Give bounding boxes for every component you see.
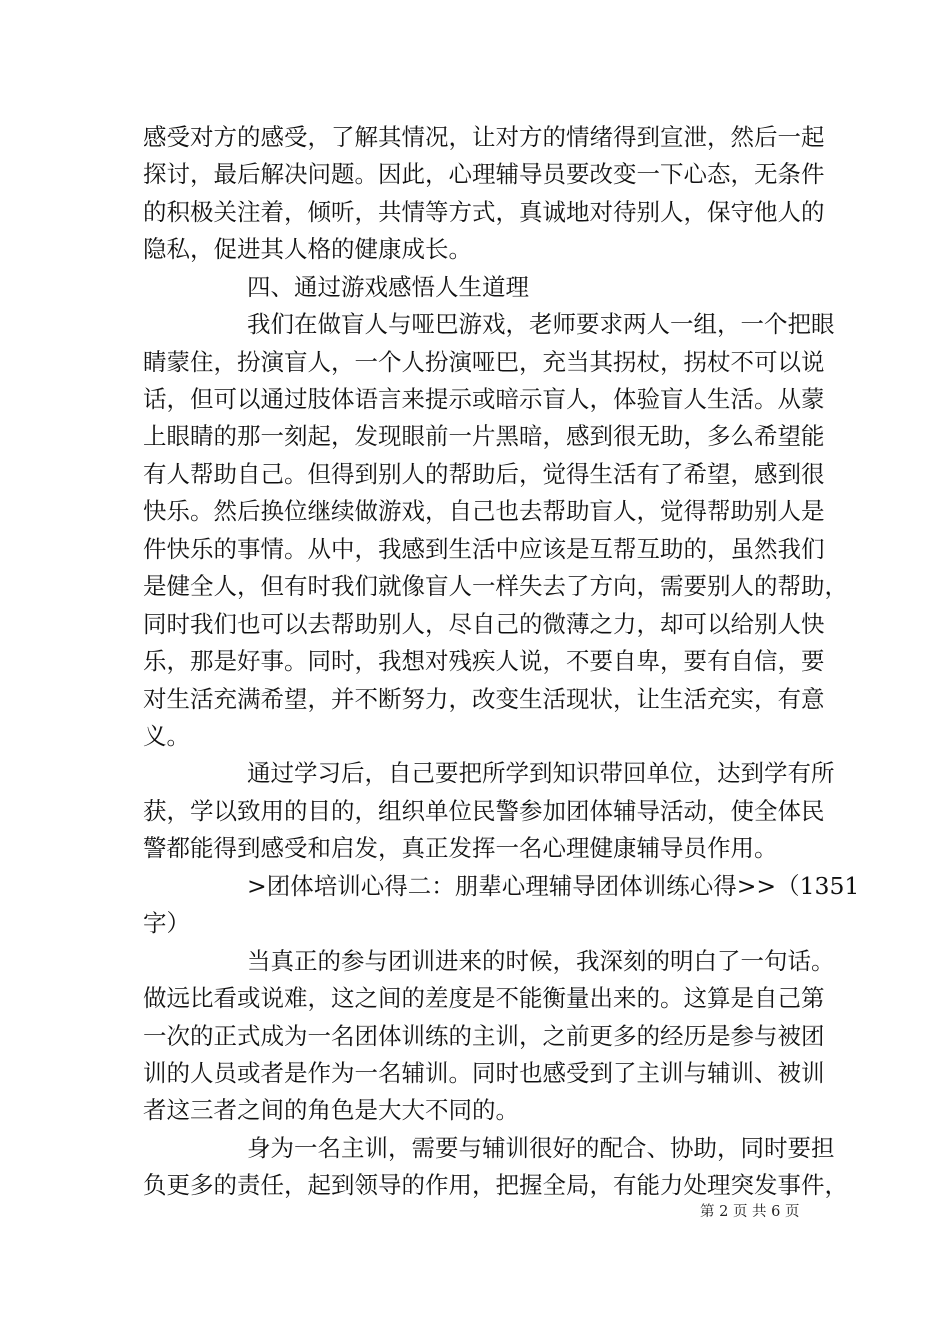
text-line: 同时我们也可以去帮助别人，尽自己的微薄之力，却可以给别人快 bbox=[143, 610, 825, 638]
text-line: 睛蒙住，扮演盲人，一个人扮演哑巴，充当其拐杖，拐杖不可以说 bbox=[143, 348, 825, 376]
page-number: 第 2 页 共 6 页 bbox=[700, 1204, 800, 1220]
text-line: 有人帮助自己。但得到别人的帮助后，觉得生活有了希望，感到很 bbox=[143, 460, 825, 488]
text-line: 者这三者之间的角色是大大不同的。 bbox=[143, 1096, 519, 1124]
text-line: 义。 bbox=[143, 722, 190, 750]
text-line: 当真正的参与团训进来的时候，我深刻的明白了一句话。 bbox=[247, 947, 835, 975]
text-line: 获，学以致用的目的，组织单位民警参加团体辅导活动，使全体民 bbox=[143, 797, 825, 825]
text-line: 的积极关注着，倾听，共情等方式，真诚地对待别人，保守他人的 bbox=[143, 198, 825, 226]
text-line: 乐，那是好事。同时，我想对残疾人说，不要自卑，要有自信，要 bbox=[143, 647, 825, 675]
text-line: 负更多的责任，起到领导的作用，把握全局，有能力处理突发事件， bbox=[143, 1171, 848, 1199]
text-line: 感受对方的感受，了解其情况，让对方的情绪得到宣泄，然后一起 bbox=[143, 123, 825, 151]
text-line: 对生活充满希望，并不断努力，改变生活现状，让生活充实，有意 bbox=[143, 685, 825, 713]
text-line: 话，但可以通过肢体语言来提示或暗示盲人，体验盲人生活。从蒙 bbox=[143, 385, 825, 413]
text-line: 上眼睛的那一刻起，发现眼前一片黑暗，感到很无助，多么希望能 bbox=[143, 422, 825, 450]
text-line: 一次的正式成为一名团体训练的主训，之前更多的经历是参与被团 bbox=[143, 1022, 825, 1050]
article-title: >团体培训心得二：朋辈心理辅导团体训练心得>>（1351 bbox=[247, 872, 860, 900]
text-line: 警都能得到感受和启发，真正发挥一名心理健康辅导员作用。 bbox=[143, 834, 778, 862]
text-line: 训的人员或者是作为一名辅训。同时也感受到了主训与辅训、被训 bbox=[143, 1059, 825, 1087]
text-line: 我们在做盲人与哑巴游戏，老师要求两人一组，一个把眼 bbox=[247, 310, 835, 338]
text-line: 快乐。然后换位继续做游戏，自己也去帮助盲人，觉得帮助别人是 bbox=[143, 497, 825, 525]
text-line: 是健全人，但有时我们就像盲人一样失去了方向，需要别人的帮助， bbox=[143, 572, 848, 600]
text-line: 件快乐的事情。从中，我感到生活中应该是互帮互助的，虽然我们 bbox=[143, 535, 825, 563]
text-line: 探讨，最后解决问题。因此，心理辅导员要改变一下心态，无条件 bbox=[143, 160, 825, 188]
article-title-wrap: 字） bbox=[143, 909, 190, 937]
text-line: 通过学习后，自己要把所学到知识带回单位，达到学有所 bbox=[247, 759, 835, 787]
text-line: 做远比看或说难，这之间的差度是不能衡量出来的。这算是自己第 bbox=[143, 984, 825, 1012]
text-line: 隐私，促进其人格的健康成长。 bbox=[143, 235, 472, 263]
section-heading: 四、通过游戏感悟人生道理 bbox=[247, 273, 529, 301]
text-line: 身为一名主训，需要与辅训很好的配合、协助，同时要担 bbox=[247, 1134, 835, 1162]
